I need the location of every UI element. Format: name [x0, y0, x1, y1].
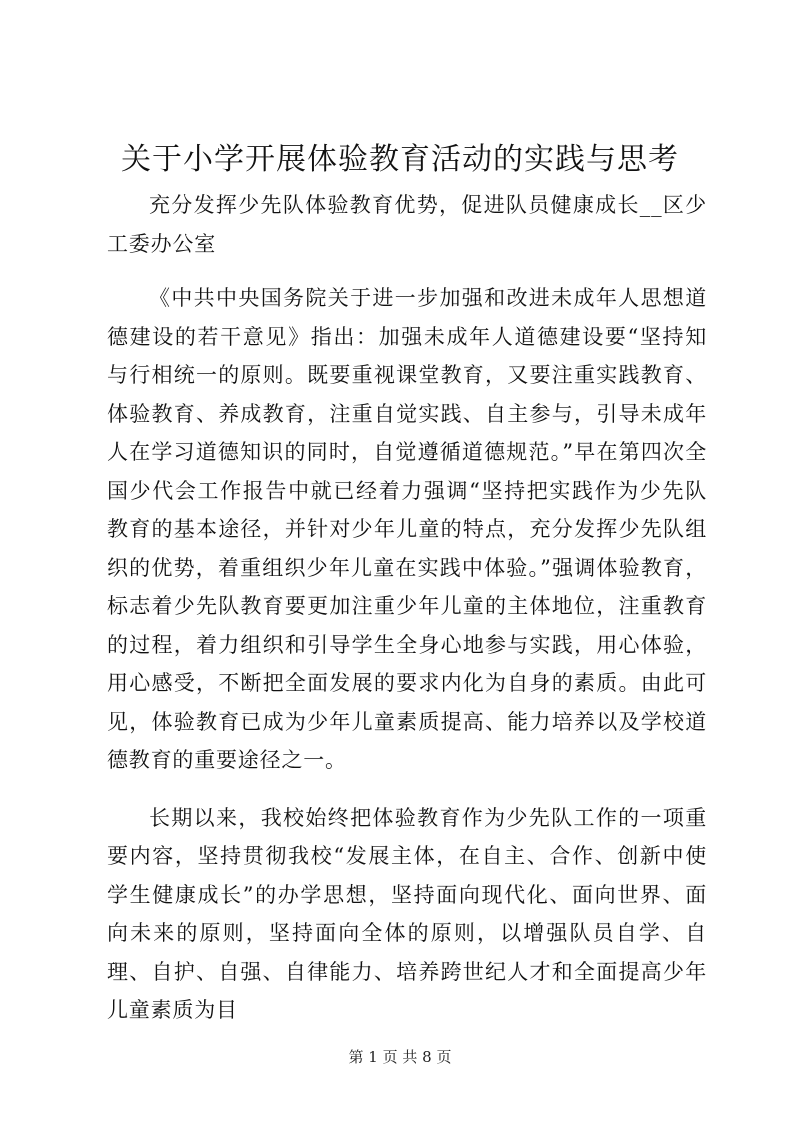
paragraph-2: 长期以来，我校始终把体验教育作为少先队工作的一项重要内容，坚持贯彻我校“发展主体，在自主、合作、创新中使学生健康成长”的办学思想，坚持面向现代化、面向世界、面向未来的原则，坚持面向全体的原则，以增强队员自学、自理、自护、自强、自律能力、培养跨世纪人才和全面提高少年儿童素质为目: [107, 805, 707, 1022]
page-number-footer: 第 1 页 共 8 页: [348, 1048, 452, 1066]
paragraph-1: 《中共中央国务院关于进一步加强和改进未成年人思想道德建设的若干意见》指出：加强未成年人道德建设要“坚持知与行相统一的原则。既要重视课堂教育，又要注重实践教育、体验教育、养成教育，注重自觉实践、自主参与，引导未成年人在学习道德知识的同时，自觉遵循道德规范。”早在第四次全国少代会工作报告中就已经着力强调“坚持把实践作为少先队教育的基本途径，并针对少年儿童的特点，充分发挥少先队组织的优势，着重组织少年儿童在实践中体验。”强调体验教育，标志着少先队教育要更加注重少年儿童的主体地位，注重教育的过程，着力组织和引导学生全身心地参与实践，用心体验，用心感受，不断把全面发展的要求内化为自身的素质。由此可见，体验教育已成为少年儿童素质提高、能力培养以及学校道德教育的重要途径之一。: [107, 286, 707, 772]
document-title: 关于小学开展体验教育活动的实践与思考: [121, 142, 679, 177]
document-body: [107, 186, 707, 1049]
paragraph-intro: 充分发挥少先队体验教育优势，促进队员健康成长__区少工委办公室: [107, 193, 707, 256]
